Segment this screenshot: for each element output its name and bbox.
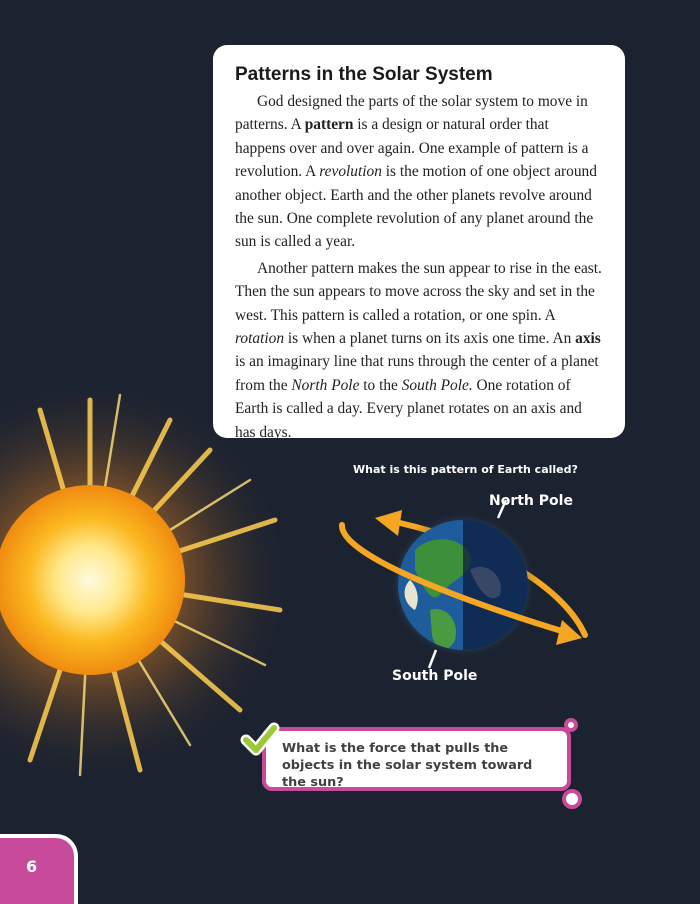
south-pole-label: South Pole [392, 668, 478, 684]
paragraph-text: is a design or natural order that happens over and over again. One example of pattern is a revolution. A [235, 116, 589, 181]
paragraph-text: God designed the parts of the solar system to move in patterns. A [235, 93, 588, 134]
term-revolution: revolution [319, 163, 382, 181]
article-card [213, 45, 625, 441]
earth-axis-bottom [429, 650, 436, 668]
page-number-tab [0, 834, 78, 904]
paragraph-text: Another pattern makes the sun appear to rise in the east. Then the sun appears to move across the sky and set in the west. This pattern is called a rotation, or one spin. A [235, 259, 602, 324]
connector-dot-top [564, 718, 578, 732]
paragraph-text: is an imaginary line that runs through the center of a planet from the [235, 353, 599, 394]
page-number: 6 [26, 857, 38, 876]
term-axis: axis [575, 330, 601, 348]
arrowhead-left [375, 510, 402, 536]
paragraph-revolution [235, 90, 603, 254]
earth-rotation-diagram [320, 480, 620, 700]
check-question-box [262, 727, 571, 791]
check-mark-icon [240, 722, 280, 758]
north-pole-label: North Pole [489, 493, 573, 509]
term-north-pole: North Pole [291, 376, 360, 394]
paragraph-text: is the motion of one object around another object. Earth and the other planets revolve around the sun. One complete revolution of any planet around the sun is called a year. [235, 163, 597, 251]
article-title: Patterns in the Solar System [235, 64, 493, 85]
diagram-question: What is this pattern of Earth called? [353, 463, 578, 476]
connector-dot-bottom [562, 789, 582, 809]
check-question-text: What is the force that pulls the objects in the solar system toward the sun? [282, 741, 533, 790]
term-rotation: rotation [235, 330, 285, 348]
paragraph-text: is when a planet turns on its axis one time. An [284, 330, 576, 348]
paragraph-rotation [235, 257, 603, 444]
paragraph-text: One rotation of Earth is called a day. Every planet rotates on an axis and has days. [235, 376, 582, 441]
term-south-pole: South Pole. [401, 376, 473, 394]
paragraph-text: to the [359, 376, 402, 394]
term-pattern: pattern [304, 116, 354, 134]
